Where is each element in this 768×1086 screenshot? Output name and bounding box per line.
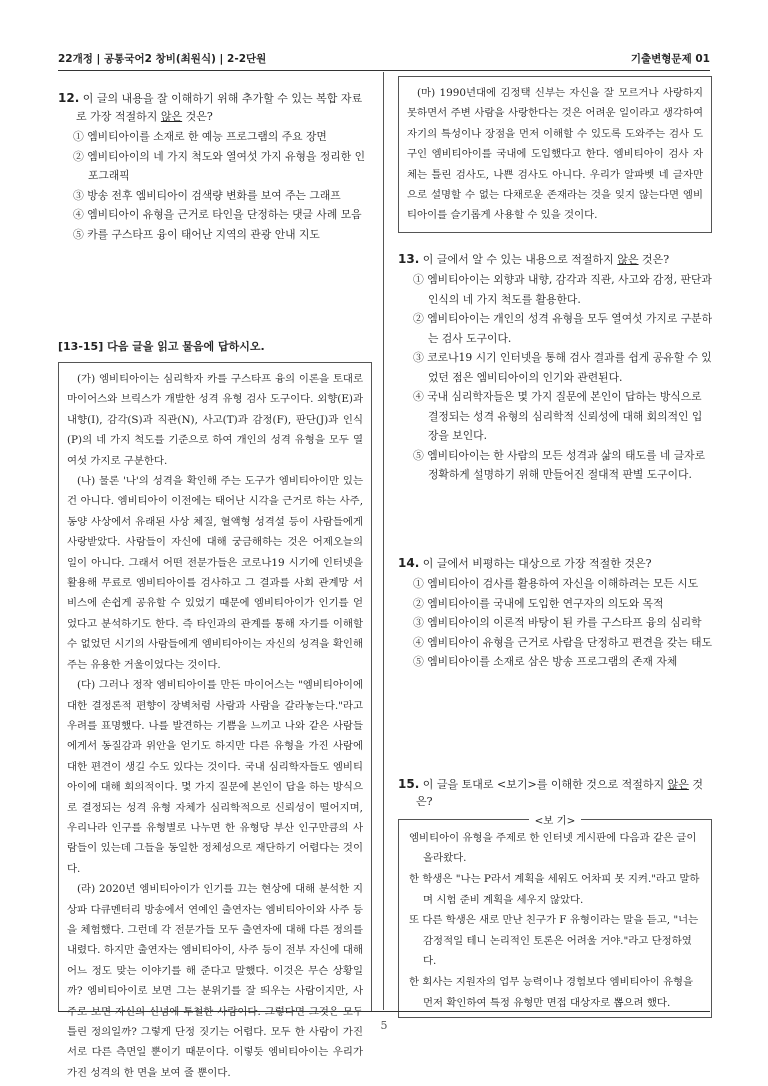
header-rule [58, 70, 710, 71]
question-14-stem-text: 이 글에서 비평하는 대상으로 가장 적절한 것은? [422, 556, 652, 570]
page-number: 5 [380, 1019, 388, 1032]
bogi-line: 한 학생은 "나는 P라서 계획을 세워도 어차피 못 지켜."라고 말하며 시험 준비 계획을 세우지 않았다. [409, 873, 700, 906]
question-15-number: 15. [398, 776, 420, 791]
question-13-stem-end: 것은? [638, 252, 670, 266]
question-12-stem-end: 것은? [182, 109, 213, 123]
question-15 [398, 776, 712, 1018]
question-15-stem [398, 776, 712, 811]
question-12-options [58, 127, 372, 244]
question-14-stem [398, 555, 712, 573]
question-14-options [398, 574, 712, 672]
header-course: 22개정 | 공통국어2 창비(최원식) | 2-2단원 [58, 53, 267, 65]
page-header [58, 51, 710, 65]
reading-passage [58, 362, 372, 1079]
question-14 [398, 555, 712, 672]
option[interactable]: ② 엠비티아이의 네 가지 척도와 열여섯 가지 유형을 정리한 인포그래픽 [73, 149, 365, 182]
question-13-number: 13. [398, 251, 420, 266]
option[interactable]: ③ 코로나19 시기 인터넷을 통해 검사 결과를 쉽게 공유할 수 있었던 점은 엠비티아이의 인기와 관련된다. [413, 351, 712, 384]
option[interactable]: ① 엠비티아이는 외향과 내향, 감각과 직관, 사고와 감정, 판단과 인식의 네 가지 척도를 활용한다. [413, 273, 712, 306]
option[interactable]: ① 엠비티아이를 소재로 한 예능 프로그램의 주요 장면 [73, 130, 327, 143]
question-12 [58, 90, 372, 244]
question-13 [398, 251, 712, 485]
option[interactable]: ⑤ 엠비티아이는 한 사람의 모든 성격과 삶의 태도를 네 글자로 정확하게 설명하기 위해 만들어진 절대적 판별 도구이다. [413, 448, 705, 482]
left-column [58, 90, 372, 244]
question-15-stem-end: 것은? [416, 777, 703, 809]
right-column [398, 76, 712, 1018]
bogi-line: 엠비티아이 유형을 주제로 한 인터넷 게시판에 다음과 같은 글이 올라왔다. [409, 831, 697, 865]
option[interactable]: ① 엠비티아이 검사를 활용하여 자신을 이해하려는 모든 시도 [413, 577, 699, 591]
bogi-line: 또 다른 학생은 새로 만난 친구가 F 유형이라는 말을 듣고, "너는 감정적일 테니 논리적인 토론은 어려울 거야."라고 단정하였다. [409, 914, 699, 968]
bogi-line: 한 회사는 지원자의 업무 능력이나 경험보다 엠비티아이 유형을 먼저 확인하여 특정 유형만 면접 대상자로 뽑으려 했다. [409, 976, 694, 1009]
option[interactable]: ⑤ 엠비티아이를 소재로 삼은 방송 프로그램의 존재 자체 [413, 655, 678, 669]
option[interactable]: ⑤ 카를 구스타프 융이 태어난 지역의 관광 안내 지도 [73, 227, 320, 241]
option[interactable]: ③ 엠비티아이의 이론적 바탕이 된 카를 구스타프 융의 심리학 [413, 616, 702, 630]
question-12-stem-emphasis: 않은 [160, 109, 183, 123]
header-set-title: 기출변형문제 01 [630, 53, 710, 65]
option[interactable]: ④ 엠비티아이 유형을 근거로 타인을 단정하는 댓글 사례 모음 [73, 208, 362, 221]
question-13-stem-emphasis: 않은 [617, 252, 639, 266]
question-14-number: 14. [398, 555, 420, 570]
passage-paragraph-ra: (라) 2020년 엠비티아이가 인기를 끄는 현상에 대해 분석한 지상파 다큐멘터리 방송에서 연예인 출연자는 엠비티아이와 사주 등을 체험했다. 그런데 각 전문가들 모두 출연자에 대해 다른 정의를 내렸다. 하지만 출연자는 엠비티아이, 사주 등이 전부 자신에 대해 어느 정도 맞는 이야기를 해 준다고 말했다. 이것은 무슨 상황일까? 엠비티아이로 보면 그는 분위기를 잘 띄우는 사람이지만, 사주로 보면 자신의 신념에 투철한 사람이다. 그렇다면 그것은 모두 틀린 정의일까? 그렇게 단정 짓기는 어렵다. 모두 한 사람이 가진 서로 다른 측면일 뿐이기 때문이다. 이렇듯 엠비티아이는 우리가 가진 성격의 한 면을 보여 줄 뿐이다. [67, 883, 363, 1079]
option[interactable]: ④ 엠비티아이 유형을 근거로 사람을 단정하고 편견을 갖는 태도 [413, 635, 712, 649]
passage-paragraph-ga: (가) 엠비티아이는 심리학자 카를 구스타프 융의 이론을 토대로 마이어스와 브릭스가 개발한 성격 유형 검사 도구이다. 외향(E)과 내향(I), 감각(S)과 직관(N), 사고(T)과 감정(F), 판단(J)과 인식(P)의 네 가지 척도를 기준으로 하여 개인의 성격 유형을 모두 열여섯 가지로 구분한다. [67, 373, 363, 467]
footer-rule [58, 1011, 710, 1012]
passage-paragraph-na: (나) 물론 '나'의 성격을 확인해 주는 도구가 엠비티아이만 있는 건 아니다. 엠비티아이 이전에는 태어난 시각을 근거로 하는 사주, 동양 사상에서 유래된 사상 체질, 혈액형 성격설 등이 사람들에게 사랑받았다. 사람들이 자신에 대해 궁금해하는 것은 어제오늘의 일이 아니다. 그래서 어떤 전문가들은 코로나19 시기에 인터넷을 활용해 무료로 엠비티아이를 검사하고 그 결과를 사회 관계망 서비스에 손쉽게 공유할 수 있었기 때문에 엠비티아이가 인기를 얻었다고 분석하기도 한다. 즉 타인과의 관계를 통해 자기를 이해할 수 없었던 시기의 사람들에게 엠비티아이는 자신의 성격을 확인해 주는 유용한 거울이었다는 것이다. [67, 475, 363, 671]
question-12-stem-text: 이 글의 내용을 잘 이해하기 위해 추가할 수 있는 복합 자료로 가장 적절하지 [76, 92, 363, 123]
question-13-options [398, 270, 712, 485]
option[interactable]: ② 엠비티아이는 개인의 성격 유형을 모두 열여섯 가지로 구분하는 검사 도구이다. [413, 312, 712, 345]
passage-paragraph-ma-box [398, 76, 712, 233]
question-12-number: 12. [58, 91, 80, 105]
column-divider [383, 72, 384, 1010]
bogi-box [398, 814, 712, 1018]
question-15-stem-text: 이 글을 토대로 <보기>를 이해한 것으로 적절하지 [422, 777, 668, 791]
section-title: [13-15] 다음 글을 읽고 물음에 답하시오. [58, 340, 265, 353]
question-15-stem-emphasis: 않은 [667, 777, 689, 791]
question-12-stem [58, 90, 372, 125]
option[interactable]: ④ 국내 심리학자들은 몇 가지 질문에 본인이 답하는 방식으로 결정되는 성격 유형의 심리학적 신뢰성에 대해 회의적인 입장을 보인다. [413, 390, 703, 443]
bogi-title-text: <보 기> [529, 815, 582, 827]
question-13-stem-text: 이 글에서 알 수 있는 내용으로 적절하지 [422, 252, 618, 266]
bogi-title [409, 814, 701, 828]
question-13-stem [398, 251, 712, 269]
option[interactable]: ② 엠비티아이를 국내에 도입한 연구자의 의도와 목적 [413, 596, 664, 610]
passage-paragraph-da: (다) 그러나 정작 엠비티아이를 만든 마이어스는 "엠비티아이에 대한 결정론적 편향이 장벽처럼 사람과 사람을 갈라놓는다."라고 우려를 표명했다. 나를 발견하는 기쁨을 느끼고 나와 같은 사람들에게서 동질감과 위안을 얻기도 하지만 다른 유형을 가진 사람에 대한 편견이 생길 수도 있다는 것이다. 국내 심리학자들도 엠비티아이에 대해 회의적이다. 몇 가지 질문에 본인이 답을 하는 방식으로 결정되는 성격 유형 자체가 심리학적으로 신뢰성이 떨어지며, 우리나라 인구를 유형별로 나누면 한 유형당 부산 인구만큼의 사람들이 있는데 그들을 동일한 정체성으로 재단하기 어렵다는 것이다. [67, 679, 363, 875]
option[interactable]: ③ 방송 전후 엠비티아이 검색량 변화를 보여 주는 그래프 [73, 188, 341, 202]
passage-paragraph-ma: (마) 1990년대에 김정택 신부는 자신을 잘 모르거나 사랑하지 못하면서 주변 사람을 사랑한다는 것은 어려운 일이라고 생각하여 자기의 특성이나 장점을 먼저 이해할 수 있도록 도와주는 검사 도구인 엠비티아이를 국내에 도입했다고 한다. 엠비티아이 검사 자체는 틀린 검사도, 나쁜 검사도 아니다. 우리가 알파벳 네 글자만으로 설명할 수 없는 다채로운 존재라는 것을 잊지 않는다면 엠비티아이를 슬기롭게 사용할 수 있을 것이다. [407, 87, 703, 222]
